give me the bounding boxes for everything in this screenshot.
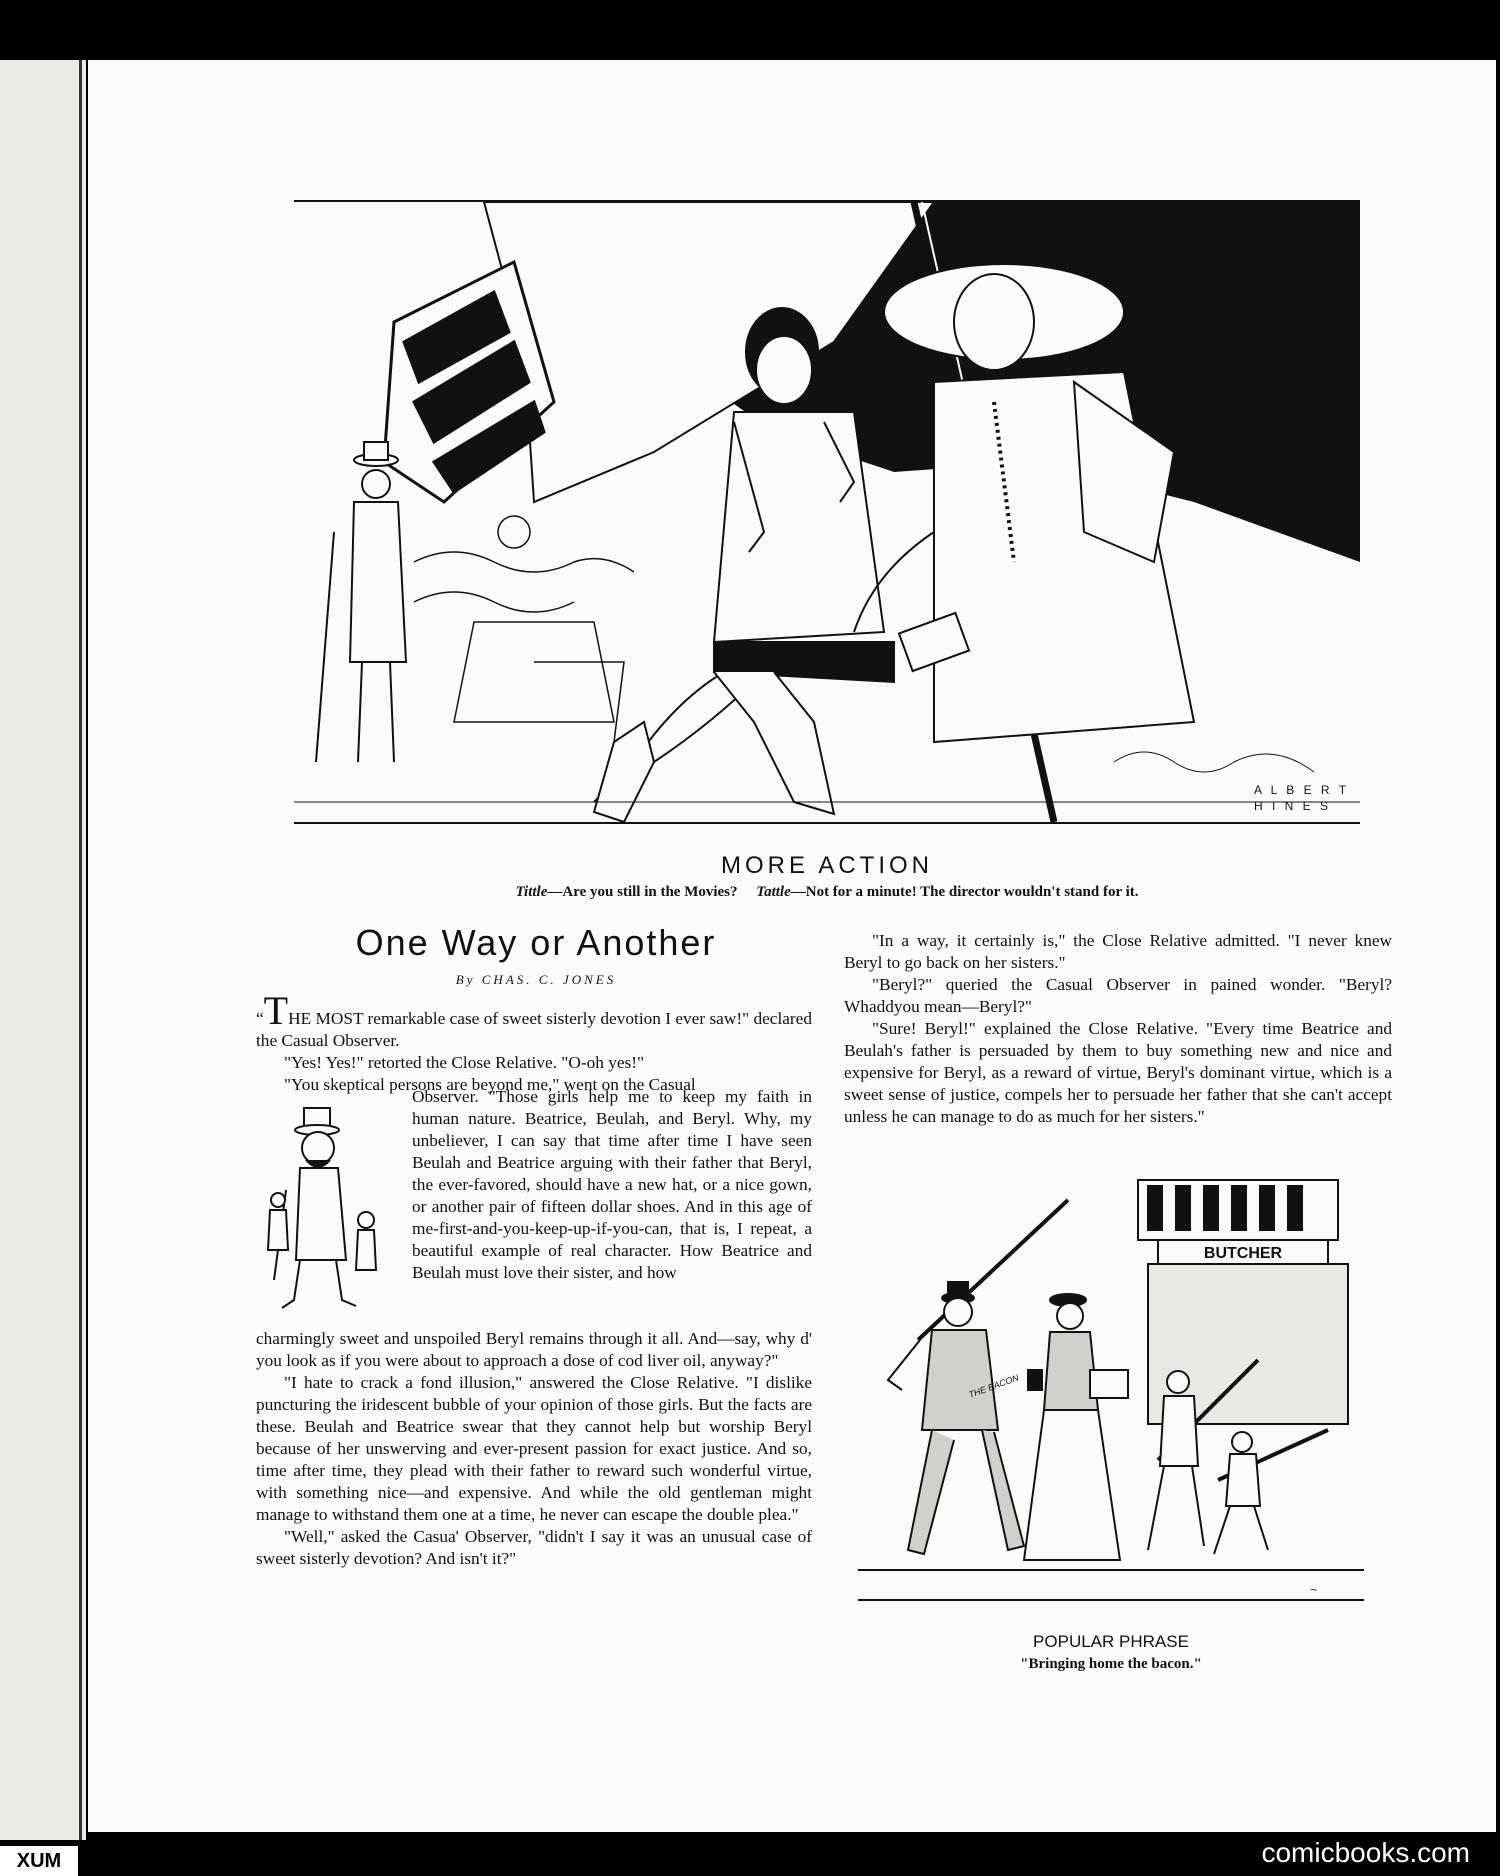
dandy-figure-illustration: [256, 1100, 396, 1320]
bottom-cartoon-title: POPULAR PHRASE: [1033, 1632, 1189, 1651]
beach-umbrella-illustration: [294, 200, 1360, 824]
drop-cap: T: [263, 988, 289, 1033]
article-title: One Way or Another: [355, 922, 717, 963]
article-column-left-wrap: [412, 1086, 812, 1284]
svg-text:H I N E S: H I N E S: [1254, 799, 1332, 813]
paragraph-3-end: charmingly sweet and unspoiled Beryl remains through it all. And—say, why d' you look as if you were about to approach a dose of cod liver oil, anyway?": [256, 1329, 812, 1370]
article-column-left-bottom: [256, 1328, 812, 1570]
speaker-tattle: Tattle: [756, 884, 791, 900]
facing-page-edge: [0, 60, 86, 1840]
butcher-sign: BUTCHER: [1203, 1245, 1283, 1262]
paragraph-2: "Yes! Yes!" retorted the Close Relative. "O-oh yes!": [284, 1053, 645, 1072]
butcher-shop-illustration: [858, 1170, 1364, 1620]
top-cartoon-dialogue: [294, 884, 1360, 901]
artist-signature: A L B E R T: [1254, 783, 1350, 797]
paragraph-1: “THE MOST remarkable case of sweet sisterly devotion I ever saw!" declared the Casual Observer.: [256, 988, 812, 1050]
paragraph-3-start: "You skeptical persons are beyond me," went on the Casual: [284, 1075, 696, 1094]
artist-mark: ~: [1310, 1583, 1318, 1597]
paragraph-3-wrap: Observer. "Those girls help me to keep my faith in human nature. Beatrice, Beulah, and Beryl. Why, my unbeliever, I can say that time after time I have seen Beulah and Beatrice arguing with their father that Beryl, the ever-favored, should have a new hat, or a nice gown, or another pair of fifteen dollar shoes. And in this age of me-first-and-you-keep-up-if-you-can, that is, I repeat, a beautiful example of real character. How Beatrice and Beulah must love their sister, and how: [412, 1087, 812, 1282]
col2-paragraph-2: "Beryl?" queried the Casual Observer in pained wonder. "Beryl? Whaddyou mean—Beryl?": [844, 975, 1392, 1016]
tittle-line: —Are you still in the Movies?: [547, 884, 738, 900]
source-tag: XUM: [0, 1846, 78, 1876]
paragraph-4: "I hate to crack a fond illusion," answered the Close Relative. "I dislike puncturing the iridescent bubble of your opinion of those girls. But the facts are these. Beulah and Beatrice swear that they cannot help but worship Beryl because of her unswerving and ever-present passion for exact justice. And so, time after time, they plead with their father to reward such wonderful virtue, with something nice—and expensive. And while the old gentleman might manage to withstand them one at a time, he never can escape the double plea.": [256, 1373, 812, 1524]
article-column-right: [844, 930, 1392, 1128]
article-column-left-top: [256, 988, 812, 1096]
bacon-label: THE BACON: [967, 1372, 1021, 1400]
tattle-line: —Not for a minute! The director wouldn't stand for it.: [790, 884, 1139, 900]
paragraph-5: "Well," asked the Casua' Observer, "didn't I say it was an unusual case of sweet sisterly devotion? And isn't it?": [256, 1527, 812, 1568]
article-byline: By CHAS. C. JONES: [455, 972, 617, 987]
top-cartoon-title: MORE ACTION: [720, 852, 933, 879]
col2-paragraph-1: "In a way, it certainly is," the Close Relative admitted. "I never knew Beryl to go back on her sisters.": [844, 931, 1392, 972]
bottom-cartoon-quote: "Bringing home the bacon.": [1020, 1656, 1202, 1672]
site-watermark: comicbooks.com: [1251, 1834, 1480, 1872]
col2-paragraph-3: "Sure! Beryl!" explained the Close Relative. "Every time Beatrice and Beulah's father is persuaded by them to buy something new and nice and expensive for Beryl, as a reward of virtue, Beryl's dominant virtue, which is a sweet sense of justice, compels her to persuade her father that she can't accept unless he can manage to do as much for her sisters.": [844, 1019, 1392, 1126]
speaker-tittle: Tittle: [515, 884, 548, 900]
